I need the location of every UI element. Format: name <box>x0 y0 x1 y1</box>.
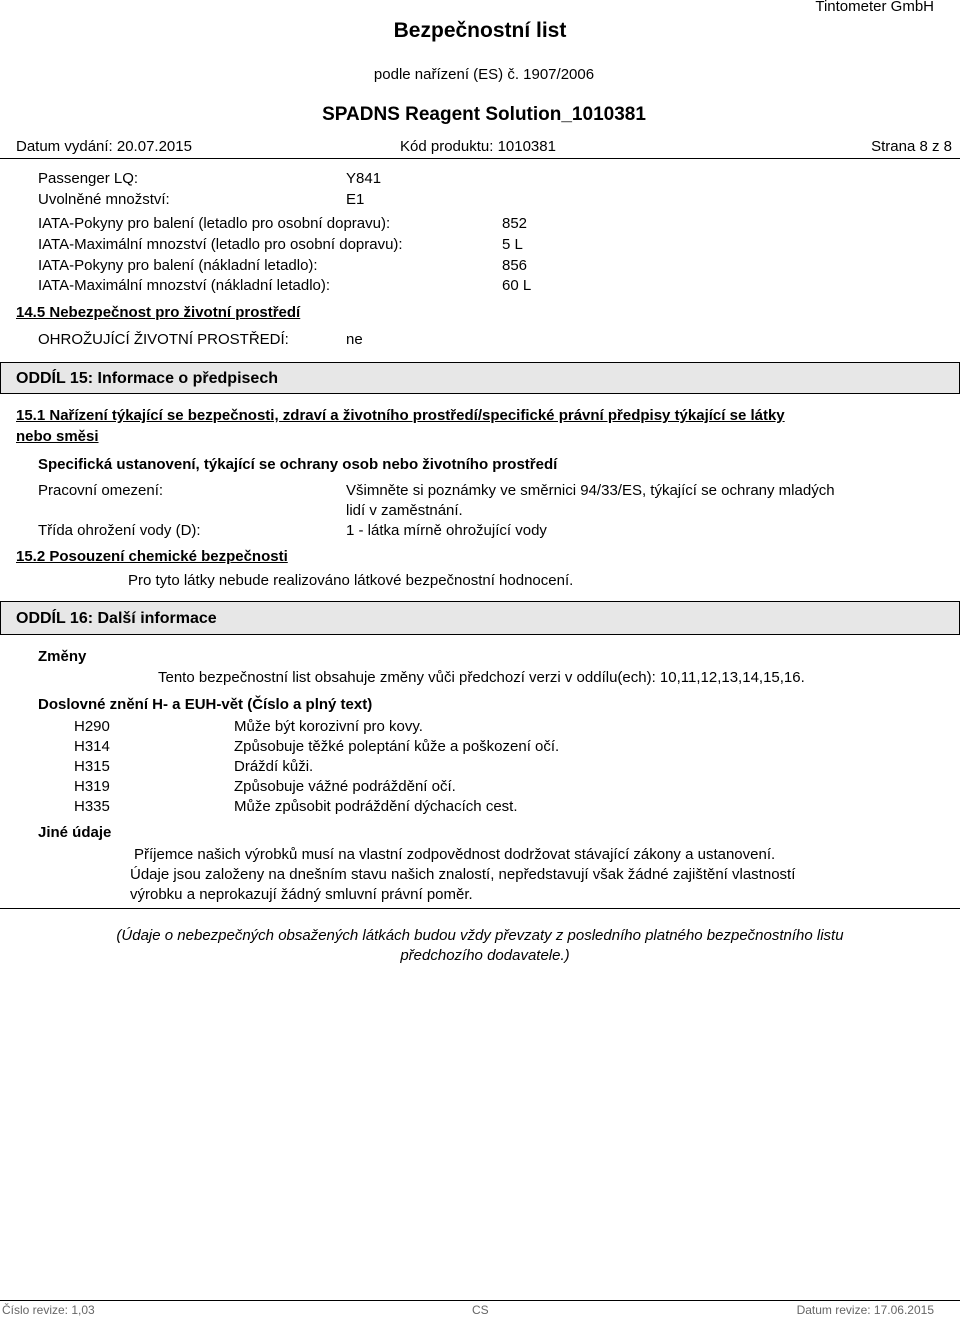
iata-row-label: IATA-Maximální mnozství (letadlo pro osobní dopravu): <box>38 236 403 253</box>
excepted-quantity-label: Uvolněné množství: <box>38 191 170 208</box>
hphrase-code: H335 <box>74 798 110 815</box>
hphrase-text: Dráždí kůži. <box>234 758 314 775</box>
hphrases-heading: Doslovné znění H- a EUH-vět (Číslo a plný text) <box>38 696 373 713</box>
revision-number: Číslo revize: 1,03 <box>2 1303 95 1317</box>
company-name: Tintometer GmbH <box>815 0 934 15</box>
product-code: Kód produktu: 1010381 <box>400 138 556 155</box>
language-code: CS <box>472 1303 489 1317</box>
iata-row-value: 852 <box>502 215 528 232</box>
subsection-14-5-heading: 14.5 Nebezpečnost pro životní prostředí <box>16 304 301 321</box>
excepted-quantity-value: E1 <box>346 191 365 208</box>
hphrase-text: Způsobuje vážné podráždění očí. <box>234 778 456 795</box>
subsection-15-1-heading: 15.1 Nařízení týkající se bezpečnosti, zdraví a životního prostředí/specifické právní předpisy týkající se látky <box>16 407 785 424</box>
work-restriction-label: Pracovní omezení: <box>38 482 164 499</box>
chemical-safety-assessment-text: Pro tyto látky nebude realizováno látkové bezpečnostní hodnocení. <box>128 572 574 589</box>
footer-rule <box>0 1300 960 1301</box>
section-15-header <box>0 362 960 394</box>
product-name: SPADNS Reagent Solution_1010381 <box>322 104 646 125</box>
revision-date: Datum revize: 17.06.2015 <box>796 1303 934 1317</box>
hphrase-text: Způsobuje těžké poleptání kůže a poškození očí. <box>234 738 560 755</box>
other-info-line: výrobku a neprokazují žádný smluvní právní poměr. <box>130 886 473 903</box>
subsection-15-1-heading-cont: nebo směsi <box>16 428 99 445</box>
header-rule <box>0 158 960 159</box>
iata-row-value: 856 <box>502 257 528 274</box>
section-15-title: ODDÍL 15: Informace o předpisech <box>16 370 278 387</box>
footnote-line: (Údaje o nebezpečných obsažených látkách budou vždy převzaty z posledního platného bezpečnostního listu <box>116 927 844 944</box>
issue-date: Datum vydání: 20.07.2015 <box>16 138 192 155</box>
environmental-hazard-label: OHROŽUJÍCÍ ŽIVOTNÍ PROSTŘEDÍ: <box>38 331 289 348</box>
hphrase-code: H319 <box>74 778 110 795</box>
regulation-reference: podle nařízení (ES) č. 1907/2006 <box>373 66 595 83</box>
environmental-hazard-value: ne <box>346 331 363 348</box>
work-restriction-value: Všimněte si poznámky ve směrnici 94/33/ES, týkající se ochrany mladých <box>346 482 835 499</box>
section-16-rule <box>0 908 960 909</box>
specific-provisions-heading: Specifická ustanovení, týkající se ochrany osob nebo životního prostředí <box>38 456 558 473</box>
changes-label: Změny <box>38 648 87 665</box>
section-16-header <box>0 601 960 635</box>
other-info-line: Příjemce našich výrobků musí na vlastní zodpovědnost dodržovat stávající zákony a ustanovení. <box>134 846 776 863</box>
iata-row-label: IATA-Pokyny pro balení (nákladní letadlo): <box>38 257 318 274</box>
passenger-lq-label: Passenger LQ: <box>38 170 139 187</box>
iata-row-label: IATA-Pokyny pro balení (letadlo pro osobní dopravu): <box>38 215 391 232</box>
hphrase-code: H315 <box>74 758 110 775</box>
iata-row-value: 5 L <box>502 236 523 253</box>
water-hazard-class-value: 1 - látka mírně ohrožující vody <box>346 522 547 539</box>
work-restriction-value-cont: lidí v zaměstnání. <box>346 502 463 519</box>
hphrase-code: H314 <box>74 738 110 755</box>
document-title: Bezpečnostní list <box>393 19 567 42</box>
footnote-line-cont: předchozího dodavatele.) <box>400 947 570 964</box>
iata-row-value: 60 L <box>502 277 532 294</box>
section-16-title: ODDÍL 16: Další informace <box>16 610 217 627</box>
water-hazard-class-label: Třída ohrožení vody (D): <box>38 522 201 539</box>
hphrase-text: Může být korozivní pro kovy. <box>234 718 423 735</box>
hphrase-code: H290 <box>74 718 110 735</box>
passenger-lq-value: Y841 <box>346 170 382 187</box>
hphrase-text: Může způsobit podráždění dýchacích cest. <box>234 798 518 815</box>
changes-text: Tento bezpečnostní list obsahuje změny vůči předchozí verzi v oddílu(ech): 10,11,12,13,14,15,16. <box>158 669 805 686</box>
other-info-line: Údaje jsou založeny na dnešním stavu našich znalostí, nepředstavují však žádné zajištění vlastností <box>130 866 796 883</box>
subsection-15-2-heading: 15.2 Posouzení chemické bezpečnosti <box>16 548 288 565</box>
iata-row-label: IATA-Maximální mnozství (nákladní letadlo): <box>38 277 331 294</box>
other-info-label: Jiné údaje <box>38 824 112 841</box>
page-number: Strana 8 z 8 <box>871 138 952 155</box>
